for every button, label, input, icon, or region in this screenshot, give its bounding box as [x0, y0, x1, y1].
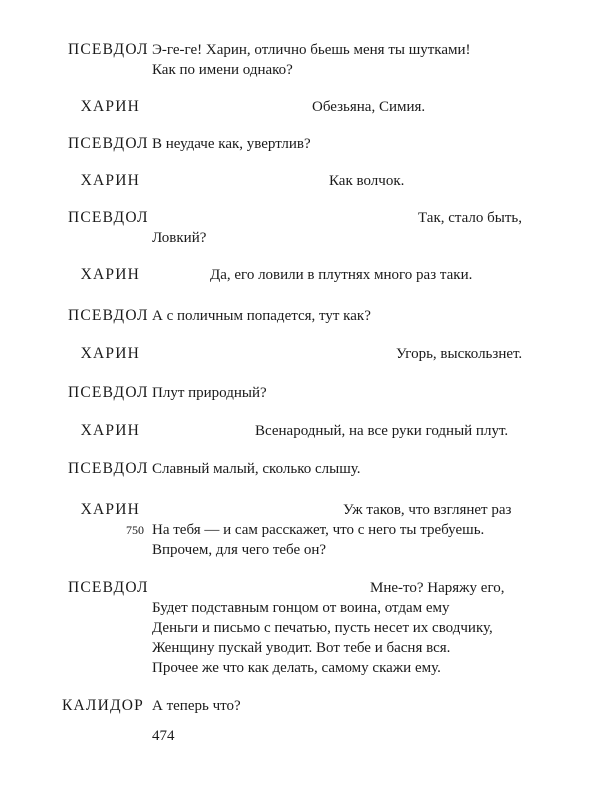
verse-line: А с поличным попадется, тут как? [152, 308, 371, 324]
verse-line: Прочее же что как делать, самому скажи ему. [152, 660, 441, 676]
speaker-name: ХАРИН [80, 266, 140, 283]
verse-line: Как волчок. [329, 173, 405, 189]
speaker-name: ПСЕВДОЛ [68, 460, 149, 477]
speaker-name: ХАРИН [80, 501, 140, 518]
speaker-name: ХАРИН [80, 345, 140, 362]
verse-line: Уж таков, что взглянет раз [343, 502, 512, 518]
speaker-name: ПСЕВДОЛ [68, 135, 149, 152]
verse-line: Будет подставным гонцом от воина, отдам ему [152, 600, 450, 616]
verse-line: Плут природный? [152, 385, 267, 401]
verse-line: Так, стало быть, [418, 210, 523, 226]
verse-line: Угорь, выскользнет. [396, 346, 523, 362]
line-number: 750 [126, 523, 144, 537]
speaker-name: ПСЕВДОЛ [68, 384, 149, 401]
speaker-name: КАЛИДОР [61, 697, 144, 714]
speaker-name: ПСЕВДОЛ [68, 579, 149, 596]
speaker-name: ПСЕВДОЛ [68, 41, 149, 58]
speaker-name: ПСЕВДОЛ [68, 209, 149, 226]
verse-line: Э-ге-ге! Харин, отлично бьешь меня ты шутками! [152, 42, 471, 58]
verse-line: Ловкий? [152, 230, 207, 246]
page-number: 474 [152, 728, 175, 744]
verse-line: Деньги и письмо с печатью, пусть несет их сводчику, [152, 620, 493, 636]
verse-line: Обезьяна, Симия. [312, 99, 426, 115]
verse-line: На тебя — и сам расскажет, что с него ты требуешь. [152, 522, 485, 538]
verse-line: Да, его ловили в плутнях много раз таки. [210, 267, 473, 283]
verse-line: В неудаче как, увертлив? [152, 136, 311, 152]
verse-line: Женщину пускай уводит. Вот тебе и басня вся. [152, 640, 451, 656]
speaker-name: ПСЕВДОЛ [68, 307, 149, 324]
verse-line: Славный малый, сколько слышу. [152, 461, 361, 477]
verse-line: Всенародный, на все руки годный плут. [255, 423, 509, 439]
verse-line: Впрочем, для чего тебе он? [152, 542, 327, 558]
speaker-name: ХАРИН [80, 172, 140, 189]
verse-line: А теперь что? [152, 698, 241, 714]
verse-line: Как по имени однако? [152, 62, 293, 78]
speaker-name: ХАРИН [80, 422, 140, 439]
verse-line: Мне-то? Наряжу его, [370, 580, 505, 596]
speaker-name: ХАРИН [80, 98, 140, 115]
